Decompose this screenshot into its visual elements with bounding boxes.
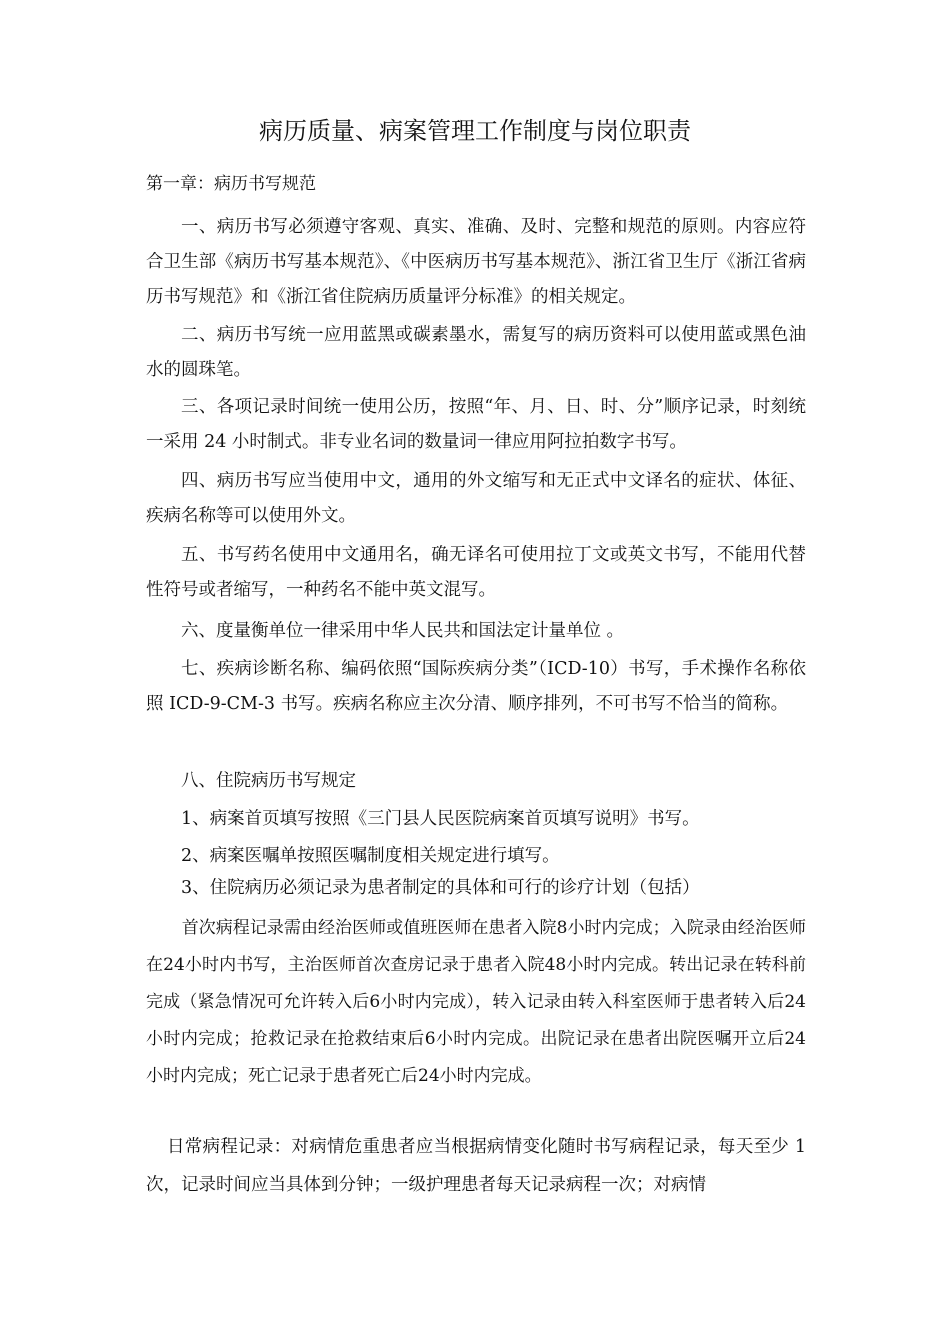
paragraph-1: 一、病历书写必须遵守客观、真实、准确、及时、完整和规范的原则。内容应符合卫生部《病历书写基本规范》、《中医病历书写基本规范》、浙江省卫生厅《浙江省病历书写规范》和《浙江省住院病历质量评分标准》的相关规定。 [146,217,806,307]
paragraph-6: 六、度量衡单位一律采用中华人民共和国法定计量单位 。 [181,621,625,641]
paragraph-8: 八、住院病历书写规定 [181,771,356,791]
paragraph-3: 三、各项记录时间统一使用公历，按照“年、月、日、时、分”顺序记录，时刻统一采用 24 小时制式。非专业名词的数量词一律应用阿拉拍数字书写。 [146,397,806,452]
paragraph-2: 二、病历书写统一应用蓝黑或碳素墨水，需复写的病历资料可以使用蓝或黑色油水的圆珠笔。 [146,325,806,380]
paragraph-5: 五、书写药名使用中文通用名，确无译名可使用拉丁文或英文书写，不能用代替性符号或者缩写，一种药名不能中英文混写。 [146,545,806,600]
list-item-1: 1、病案首页填写按照《三门县人民医院病案首页填写说明》书写。 [181,809,700,829]
list-item-3: 3、住院病历必须记录为患者制定的具体和可行的诊疗计划（包括） [181,878,700,898]
paragraph-4: 四、病历书写应当使用中文，通用的外文缩写和无正式中文译名的症状、体征、疾病名称等可以使用外文。 [146,471,806,526]
list-item-2: 2、病案医嘱单按照医嘱制度相关规定进行填写。 [181,846,560,866]
chapter-heading: 第一章：病历书写规范 [146,174,316,194]
paragraph-first-progress-note: 首次病程记录需由经治医师或值班医师在患者入院8小时内完成；入院录由经治医师在24小时内书写，主治医师首次查房记录于患者入院48小时内完成。转出记录在转科前完成（紧急情况可允许转入后6小时内完成），转入记录由转入科室医师于患者转入后24小时内完成；抢救记录在抢救结束后6小时内完成。出院记录在患者出院医嘱开立后24小时内完成；死亡记录于患者死亡后24小时内完成。 [146,918,806,1086]
paragraph-daily-progress-note: 日常病程记录：对病情危重患者应当根据病情变化随时书写病程记录，每天至少 1 次，记录时间应当具体到分钟；一级护理患者每天记录病程一次；对病情 [146,1137,806,1195]
paragraph-7: 七、疾病诊断名称、编码依照“国际疾病分类”（ICD-10）书写，手术操作名称依照 ICD-9-CM-3 书写。疾病名称应主次分清、顺序排列，不可书写不恰当的简称。 [146,659,806,714]
document-title: 病历质量、病案管理工作制度与岗位职责 [259,117,691,145]
